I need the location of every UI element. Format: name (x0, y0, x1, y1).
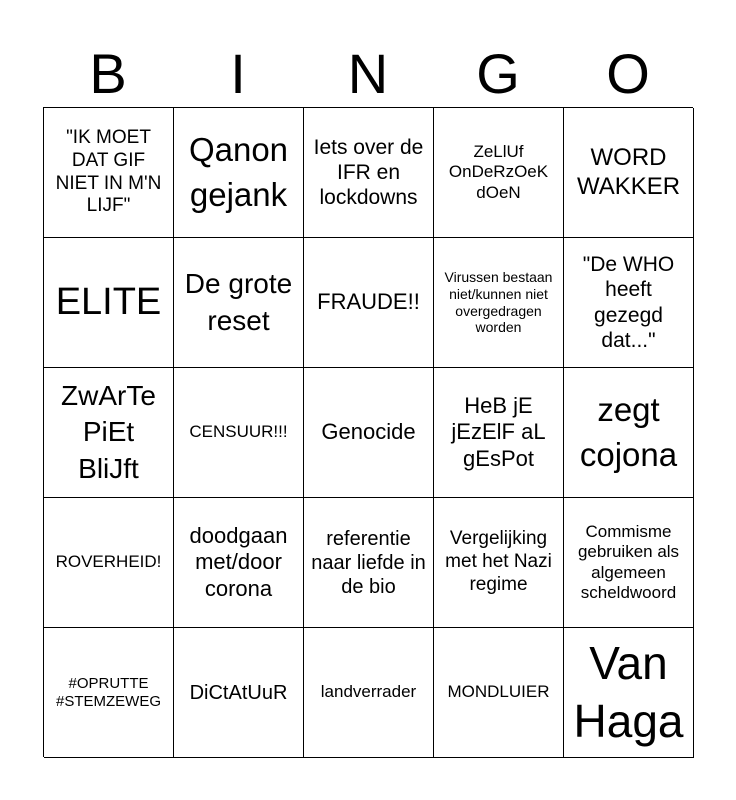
bingo-cell-r4-c4[interactable] (434, 498, 564, 628)
header-letter-o: O (606, 42, 650, 105)
bingo-cell-text: #OPRUTTE #STEMZEWEG (55, 674, 161, 710)
bingo-cell-text: Virussen bestaan niet/kunnen niet overgedragen worden (444, 268, 553, 336)
bingo-cell-text: Van Haga (573, 637, 684, 747)
header-letter-g: G (476, 42, 520, 105)
bingo-cell-r1-c3[interactable] (304, 108, 434, 238)
bingo-cell-text: HeB jE jEzElF aL gEsPot (451, 392, 546, 471)
bingo-cell-r2-c2[interactable] (174, 238, 304, 368)
bingo-cell-r5-c1[interactable] (44, 628, 174, 758)
bingo-cell-text: WORD WAKKER (576, 143, 681, 200)
bingo-cell-r3-c5[interactable] (564, 368, 694, 498)
bingo-cell-text: doodgaan met/door corona (189, 522, 288, 601)
bingo-header (43, 40, 693, 108)
bingo-cell-text: ZeLlUf OnDeRzOeK dOeN (448, 141, 549, 202)
bingo-cell-text: referentie naar liefde in de bio (311, 527, 426, 598)
bingo-cell-text: ZwArTe PiEt BliJft (61, 379, 156, 484)
bingo-cell-text: DiCtAtUuR (189, 681, 288, 704)
bingo-cell-text: landverrader (320, 682, 417, 702)
bingo-cell-r3-c3[interactable] (304, 368, 434, 498)
bingo-grid (43, 107, 693, 757)
bingo-cell-r3-c2[interactable] (174, 368, 304, 498)
bingo-cell-text: zegt cojona (579, 390, 678, 473)
bingo-cell-r4-c2[interactable] (174, 498, 304, 628)
bingo-cell-text: CENSUUR!!! (189, 422, 288, 442)
bingo-cell-text: De grote reset (184, 268, 293, 336)
bingo-cell-r2-c5[interactable] (564, 238, 694, 368)
bingo-cell-r4-c3[interactable] (304, 498, 434, 628)
bingo-cell-r5-c5[interactable] (564, 628, 694, 758)
bingo-cell-text: Commisme gebruiken als algemeen scheldwoord (577, 521, 680, 602)
bingo-cell-text: ELITE (55, 280, 162, 323)
bingo-cell-text: Qanon gejank (188, 130, 289, 213)
bingo-cell-r3-c4[interactable] (434, 368, 564, 498)
bingo-cell-r5-c4[interactable] (434, 628, 564, 758)
bingo-cell-r2-c3[interactable] (304, 238, 434, 368)
bingo-cell-r2-c4[interactable] (434, 238, 564, 368)
bingo-cell-text: ROVERHEID! (55, 552, 162, 572)
bingo-cell-text: MONDLUIER (447, 682, 550, 702)
bingo-cell-text: Genocide (321, 419, 416, 445)
header-letter-n: N (347, 42, 389, 105)
bingo-cell-text: Iets over de IFR en lockdowns (313, 135, 424, 210)
bingo-cell-r3-c1[interactable] (44, 368, 174, 498)
bingo-cell-r1-c4[interactable] (434, 108, 564, 238)
header-letter-b: B (89, 42, 127, 105)
bingo-cell-r4-c5[interactable] (564, 498, 694, 628)
bingo-cell-r1-c2[interactable] (174, 108, 304, 238)
bingo-cell-text: FRAUDE!! (317, 289, 420, 315)
header-letter-i: I (230, 42, 246, 105)
bingo-cell-r5-c2[interactable] (174, 628, 304, 758)
bingo-cell-text: "IK MOET DAT GIF NIET IN M'N LIJF" (55, 126, 162, 217)
bingo-cell-r1-c5[interactable] (564, 108, 694, 238)
bingo-cell-r5-c3[interactable] (304, 628, 434, 758)
bingo-cell-r2-c1[interactable] (44, 238, 174, 368)
bingo-cell-text: Vergelijking met het Nazi regime (445, 528, 552, 595)
bingo-cell-r4-c1[interactable] (44, 498, 174, 628)
bingo-cell-r1-c1[interactable] (44, 108, 174, 238)
bingo-cell-text: "De WHO heeft gezegd dat..." (582, 253, 675, 352)
